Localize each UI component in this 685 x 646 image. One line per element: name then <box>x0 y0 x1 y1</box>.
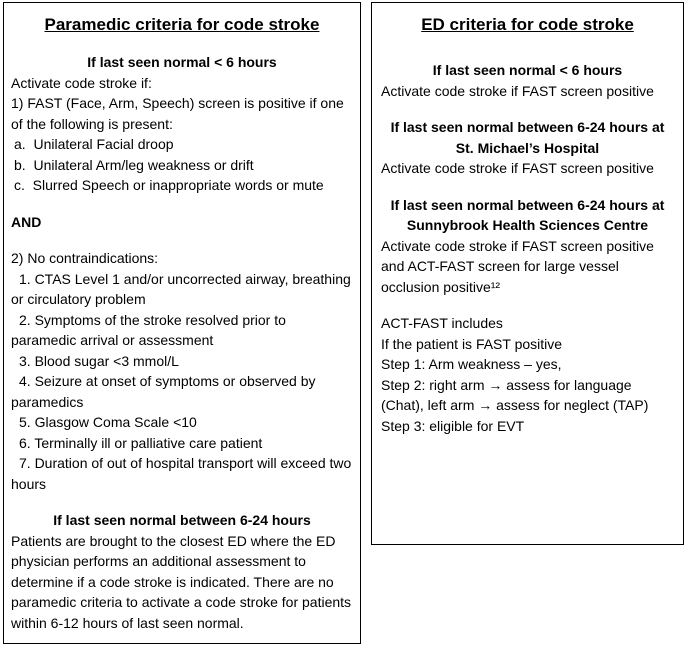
act-fast-line: If the patient is FAST positive <box>381 335 563 352</box>
contraindication-item: 4. Seizure at onset of symptoms or observed by paramedics <box>11 373 316 410</box>
contraindications-heading: 2) No contraindications: <box>11 250 159 266</box>
paramedic-lsn624-text: Patients are brought to the closest ED where the ED physician performs an additional assessment to determine if a code stroke is indicated. There are no paramedic criteria to activate a code stroke for patients within 6-12 hours of last seen normal. <box>11 532 352 631</box>
paramedic-activate-line: Activate code stroke if: <box>11 74 152 91</box>
ed-lsn6-heading: If last seen normal < 6 hours <box>432 62 623 78</box>
paramedic-lsn6-heading: If last seen normal < 6 hours <box>87 54 277 70</box>
fast-item-b: b. Unilateral Arm/leg weakness or drift <box>14 156 254 173</box>
contraindication-item: 3. Blood sugar <3 mmol/L <box>19 352 179 369</box>
paramedic-lsn624-heading: If last seen normal between 6-24 hours <box>53 512 311 528</box>
paramedic-fast-criteria: 1) FAST (Face, Arm, Speech) screen is positive if one of the following is present: <box>11 95 344 132</box>
ed-panel-title: ED criteria for code stroke <box>421 15 634 34</box>
ed-lsn6-body: Activate code stroke if FAST screen positive <box>381 82 654 99</box>
act-fast-line: Step 1: Arm weakness – yes, <box>381 356 562 372</box>
contraindication-item: 1. CTAS Level 1 and/or uncorrected airway, breathing or circulatory problem <box>11 270 351 307</box>
act-fast-line: Step 3: eligible for EVT <box>381 417 525 434</box>
fast-item-c: c. Slurred Speech or inappropriate words or mute <box>14 177 324 193</box>
contraindication-item: 2. Symptoms of the stroke resolved prior to paramedic arrival or assessment <box>11 311 286 348</box>
paramedic-panel-title: Paramedic criteria for code stroke <box>44 15 320 34</box>
and-connector: AND <box>11 213 42 230</box>
contraindication-item: 6. Terminally ill or palliative care patient <box>19 434 263 451</box>
contraindication-item: 5. Glasgow Coma Scale <10 <box>19 414 197 430</box>
ed-criteria-panel <box>371 2 684 545</box>
contraindication-item: 7. Duration of out of hospital transport will exceed two hours <box>11 455 352 492</box>
ed-sunnybrook-heading: If last seen normal between 6-24 hours at Sunnybrook Health Sciences Centre <box>390 196 665 233</box>
paramedic-criteria-panel <box>3 2 361 644</box>
act-fast-line: ACT-FAST includes <box>381 315 503 331</box>
ed-stmichaels-heading: If last seen normal between 6-24 hours at St. Michael’s Hospital <box>390 119 665 156</box>
ed-stmichaels-body: Activate code stroke if FAST screen positive <box>381 160 654 176</box>
act-fast-line: Step 2: right arm → assess for language (Chat), left arm → assess for neglect (TAP) <box>381 376 649 413</box>
fast-item-a: a. Unilateral Facial droop <box>14 136 174 152</box>
ed-sunnybrook-body: Activate code stroke if FAST screen positive and ACT-FAST screen for large vessel occlusion positive¹² <box>381 237 654 295</box>
